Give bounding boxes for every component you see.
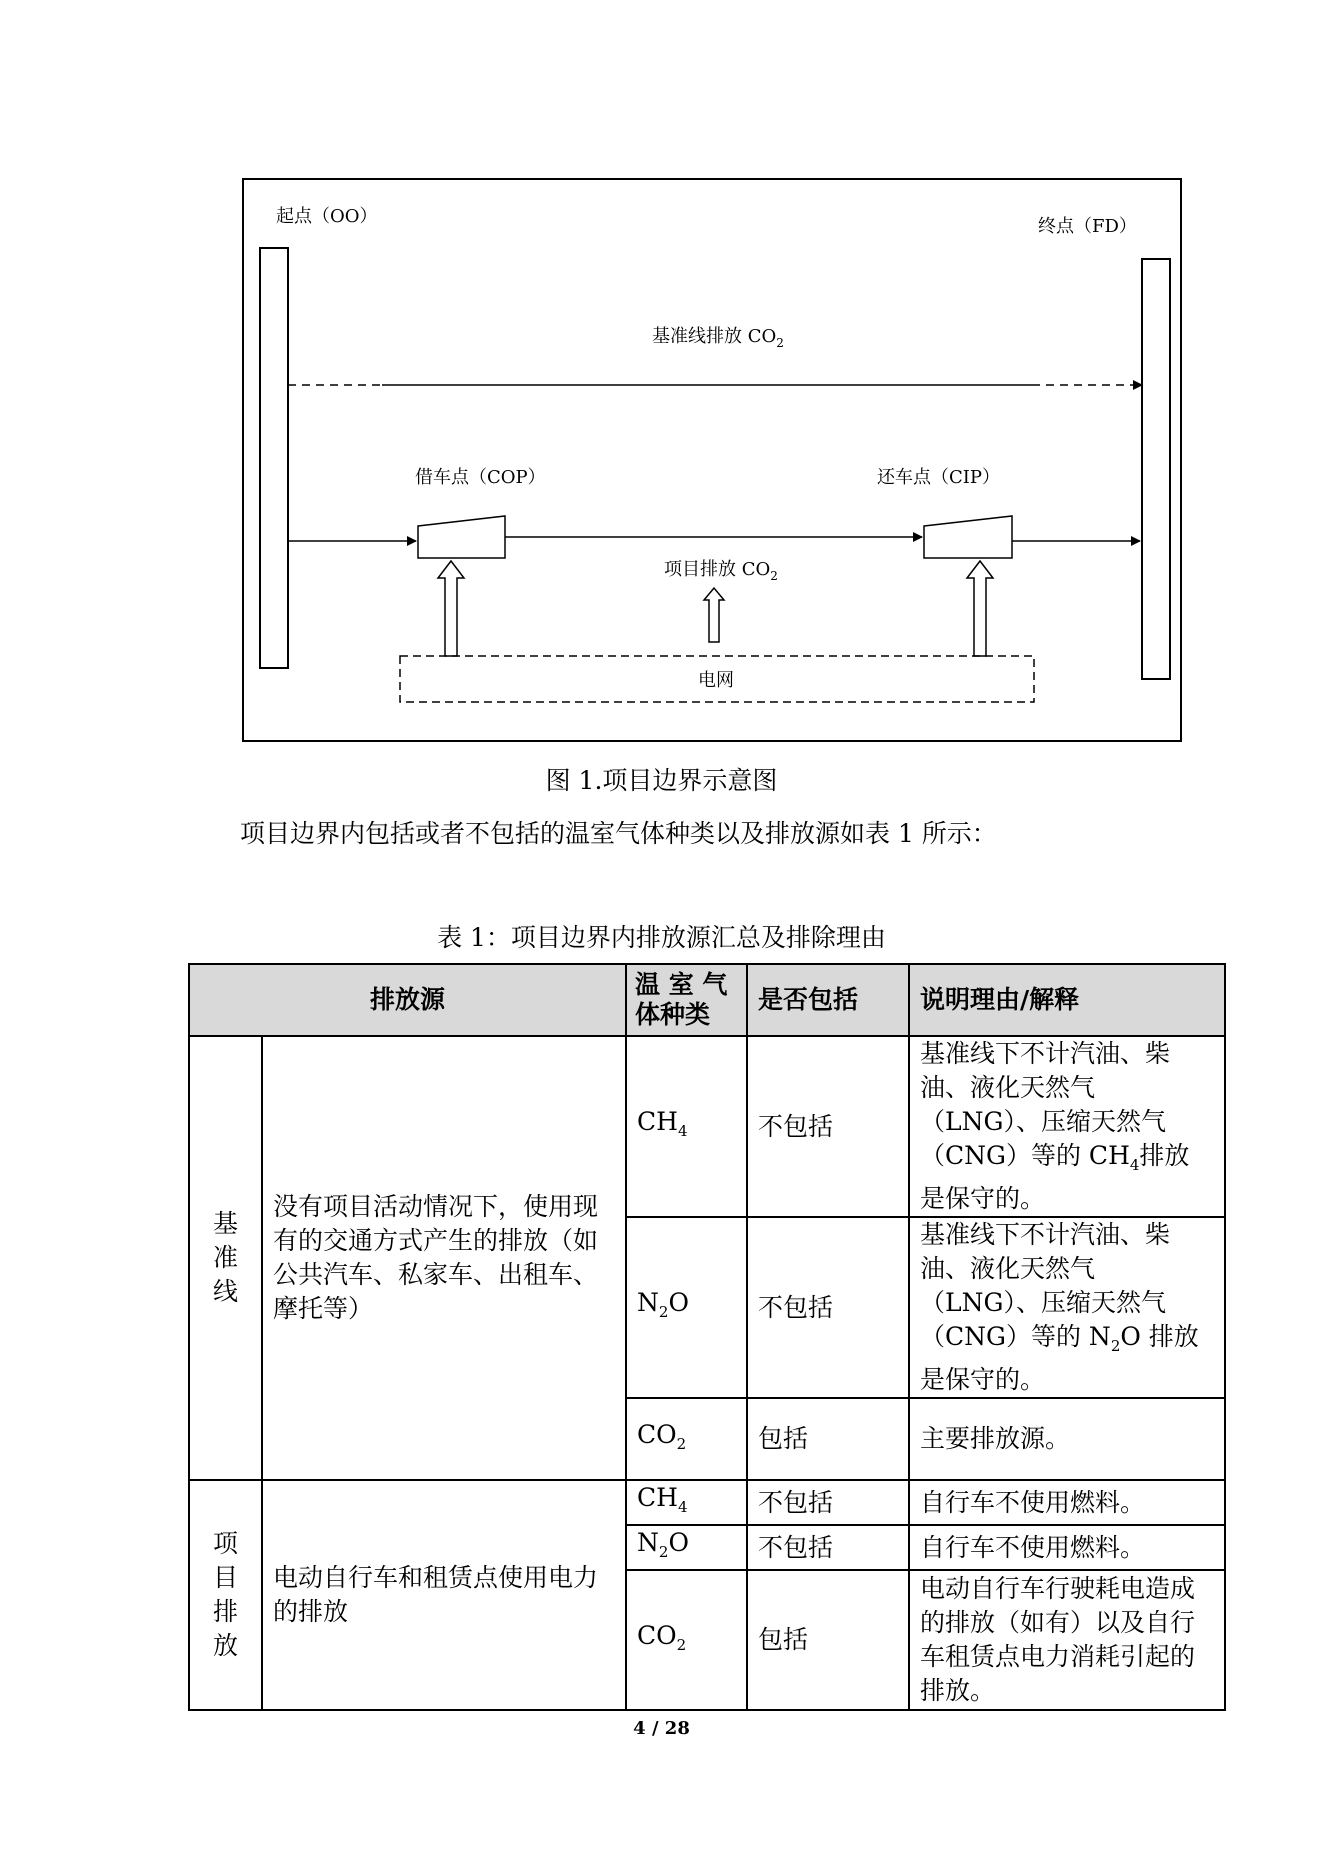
gas-cell: $CH_4$ — [626, 1036, 747, 1217]
gas-cell: $CO_2$ — [626, 1398, 747, 1480]
project-boundary-diagram — [0, 0, 1323, 760]
header-gas-type: 温 室 气 体种类 — [626, 964, 747, 1036]
header-reason: 说明理由/解释 — [909, 964, 1225, 1036]
table-caption: 表 1：项目边界内排放源汇总及排除理由 — [437, 923, 886, 952]
borrow-point-station — [418, 516, 505, 558]
included-cell: 包括 — [747, 1570, 909, 1710]
included-cell: 包括 — [747, 1398, 909, 1480]
emission-source-table — [188, 963, 1226, 1711]
reason-cell: 主要排放源。 — [909, 1398, 1225, 1480]
reason-cell: 自行车不使用燃料。 — [909, 1525, 1225, 1570]
gas-cell: $N_2O$ — [626, 1217, 747, 1398]
included-cell: 不包括 — [747, 1525, 909, 1570]
return-point-station — [924, 516, 1012, 558]
project-emission-label: 项目排放 $CO_2$ — [664, 559, 778, 583]
reason-cell: 基准线下不计汽油、柴油、液化天然气（LNG）、压缩天然气（CNG）等的 $CH_4$排放是保守的。 — [909, 1036, 1225, 1217]
baseline-description: 没有项目活动情况下，使用现有的交通方式产生的排放（如公共汽车、私家车、出租车、摩托等） — [262, 1036, 626, 1480]
page-number: 4 / 28 — [633, 1718, 690, 1739]
reason-cell: 自行车不使用燃料。 — [909, 1480, 1225, 1525]
table-header-row — [189, 964, 1225, 1036]
included-cell: 不包括 — [747, 1036, 909, 1217]
figure-caption: 图 1.项目边界示意图 — [545, 766, 778, 795]
borrow-point-label: 借车点（COP） — [415, 467, 546, 488]
reason-cell: 基准线下不计汽油、柴油、液化天然气（LNG）、压缩天然气（CNG）等的 $N_2O$ 排放是保守的。 — [909, 1217, 1225, 1398]
power-grid-label: 电网 — [698, 670, 734, 691]
baseline-emission-label: 基准线排放 $CO_2$ — [652, 326, 784, 350]
start-label: 起点（OO） — [276, 206, 378, 227]
grid-to-cip-arrow — [967, 561, 993, 656]
return-point-label: 还车点（CIP） — [877, 467, 1000, 488]
included-cell: 不包括 — [747, 1217, 909, 1398]
end-bar — [1142, 259, 1170, 679]
end-label: 终点（FD） — [1038, 216, 1137, 237]
grid-to-cop-arrow — [438, 561, 464, 656]
project-description: 电动自行车和租赁点使用电力的排放 — [262, 1480, 626, 1710]
gas-cell: $CO_2$ — [626, 1570, 747, 1710]
table-row — [189, 1480, 1225, 1525]
project-emission-arrow — [704, 588, 724, 642]
gas-cell: $CH_4$ — [626, 1480, 747, 1525]
table-row — [189, 1036, 1225, 1217]
included-cell: 不包括 — [747, 1480, 909, 1525]
intro-paragraph: 项目边界内包括或者不包括的温室气体种类以及排放源如表 1 所示： — [240, 819, 997, 848]
project-category: 项目排放 — [189, 1480, 262, 1710]
gas-cell: $N_2O$ — [626, 1525, 747, 1570]
baseline-category: 基准线 — [189, 1036, 262, 1480]
header-emission-source: 排放源 — [189, 964, 626, 1036]
start-bar — [260, 248, 288, 668]
header-included: 是否包括 — [747, 964, 909, 1036]
reason-cell: 电动自行车行驶耗电造成的排放（如有）以及自行车租赁点电力消耗引起的排放。 — [909, 1570, 1225, 1710]
